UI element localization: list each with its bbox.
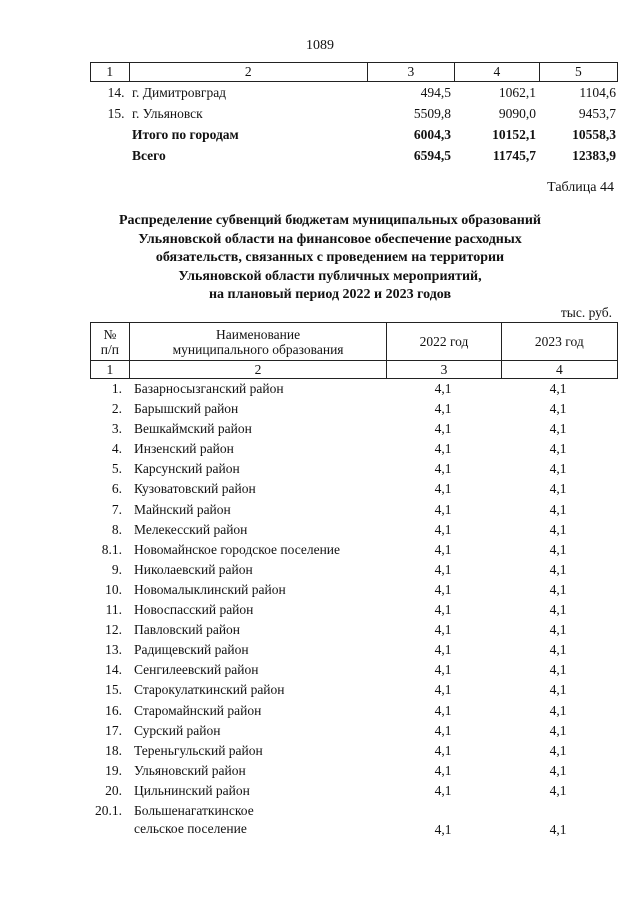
row-number: 15. xyxy=(107,106,125,121)
row-name: Ульяновский район xyxy=(134,762,246,778)
row-value-2023: 4,1 xyxy=(549,682,567,698)
row-name xyxy=(128,801,386,841)
top-header-col-3: 3 xyxy=(367,63,454,81)
header-name-line2: муниципального образования xyxy=(172,341,344,357)
row-value-2022: 4,1 xyxy=(434,501,452,517)
row-number: 7. xyxy=(111,501,122,517)
row-value-col3: 5509,8 xyxy=(413,106,451,121)
row-number: 18. xyxy=(105,742,122,758)
main-table-numbering xyxy=(90,361,618,379)
row-name: г. Димитровград xyxy=(132,85,227,100)
row-value-2022: 4,1 xyxy=(434,702,452,718)
row-name: Тереньгульский район xyxy=(134,742,263,758)
numbering-col-1: 1 xyxy=(106,362,114,377)
row-value-2022: 4,1 xyxy=(434,521,452,537)
row-number: 20.1. xyxy=(95,802,122,818)
row-name: Итого по городам xyxy=(132,127,239,142)
table-row xyxy=(90,781,618,801)
row-name: Новомалыклинский район xyxy=(134,581,286,597)
row-value-2023: 4,1 xyxy=(549,521,567,537)
row-value-col4: 10152,1 xyxy=(492,127,536,142)
row-number: 2. xyxy=(111,401,122,417)
top-header-col-4: 4 xyxy=(454,63,539,81)
row-name: Сурский район xyxy=(134,722,221,738)
row-name: Сенгилеевский район xyxy=(134,662,259,678)
row-name: Новомайнское городское поселение xyxy=(134,541,341,557)
row-value-2023: 4,1 xyxy=(549,541,567,557)
table-label: Таблица 44 xyxy=(547,180,614,195)
row-value-2023: 4,1 xyxy=(549,581,567,597)
numbering-col-2: 2 xyxy=(129,361,387,378)
row-number: 17. xyxy=(105,722,122,738)
row-name: Всего xyxy=(132,148,166,163)
table-row xyxy=(90,479,618,499)
row-number: 9. xyxy=(111,561,122,577)
row-value-2023: 4,1 xyxy=(549,762,567,778)
row-name: Вешкаймский район xyxy=(134,421,252,437)
row-value-2022: 4,1 xyxy=(434,821,452,837)
table-row xyxy=(90,660,618,680)
title-line: Ульяновской области на финансовое обеспечение расходных xyxy=(138,231,522,247)
row-number: 14. xyxy=(105,662,122,678)
row-value-2023: 4,1 xyxy=(549,381,567,396)
row-value-2023: 4,1 xyxy=(549,782,567,798)
row-value-2023: 4,1 xyxy=(549,742,567,758)
row-value-2023: 4,1 xyxy=(549,642,567,658)
header-number-line2: п/п xyxy=(100,341,119,357)
row-value-2022: 4,1 xyxy=(434,602,452,618)
row-number: 12. xyxy=(105,622,122,638)
row-value-col5: 10558,3 xyxy=(572,127,616,142)
title-line: на плановый период 2022 и 2023 годов xyxy=(208,287,452,302)
row-value-2023: 4,1 xyxy=(549,441,567,457)
row-value-2023: 4,1 xyxy=(549,561,567,577)
row-name-line2: сельское поселение xyxy=(134,820,247,836)
row-name: Радищевский район xyxy=(134,642,249,658)
row-number: 6. xyxy=(111,481,122,497)
top-header-col-5: 5 xyxy=(539,63,617,81)
row-value-col5: 12383,9 xyxy=(572,148,616,163)
row-name: Мелекесский район xyxy=(134,521,248,537)
table-row xyxy=(90,439,618,459)
page-number: 1089 xyxy=(306,38,334,53)
main-table-body xyxy=(90,379,618,801)
row-name: Новоспасский район xyxy=(134,602,254,618)
row-name-line1: Большенагаткинское xyxy=(134,802,254,818)
row-value-col4: 11745,7 xyxy=(492,148,536,163)
main-table-header xyxy=(90,322,618,361)
row-name: Барышский район xyxy=(134,401,239,417)
table-row xyxy=(90,620,618,640)
table-title xyxy=(80,212,580,305)
row-value-2022: 4,1 xyxy=(434,481,452,497)
top-table-row xyxy=(90,82,618,103)
row-value-2022: 4,1 xyxy=(434,722,452,738)
row-name: Кузоватовский район xyxy=(134,481,256,497)
row-number xyxy=(90,145,128,166)
top-table-body xyxy=(90,82,618,166)
table-row xyxy=(90,761,618,781)
row-value-2023: 4,1 xyxy=(549,461,567,477)
row-value-2023: 4,1 xyxy=(549,662,567,678)
row-value-col5: 1104,6 xyxy=(579,85,616,100)
header-2023-col: 2023 год xyxy=(501,323,617,360)
table-row xyxy=(90,399,618,419)
row-number: 10. xyxy=(105,581,122,597)
table-row xyxy=(90,500,618,520)
row-value-2022: 4,1 xyxy=(434,682,452,698)
row-value-2022: 4,1 xyxy=(434,441,452,457)
row-number: 8. xyxy=(111,521,122,537)
table-row xyxy=(90,640,618,660)
row-value-col3: 6594,5 xyxy=(413,148,451,163)
row-number: 3. xyxy=(111,421,122,437)
header-number-col xyxy=(91,323,129,360)
row-name: Старокулаткинский район xyxy=(134,682,285,698)
row-value-2023: 4,1 xyxy=(549,622,567,638)
row-value-2022: 4,1 xyxy=(434,642,452,658)
row-value-col4: 1062,1 xyxy=(498,85,536,100)
row-value-2023: 4,1 xyxy=(549,821,567,837)
top-table-row xyxy=(90,124,618,145)
row-value-2022: 4,1 xyxy=(434,662,452,678)
row-number: 8.1. xyxy=(101,541,122,557)
row-number: 20. xyxy=(105,782,122,798)
row-number: 11. xyxy=(105,602,122,618)
table-row xyxy=(90,701,618,721)
table-row xyxy=(90,721,618,741)
top-header-col-1: 1 xyxy=(106,64,114,79)
top-header-col-2: 2 xyxy=(129,63,367,81)
table-row xyxy=(90,379,618,399)
row-name: Цильнинский район xyxy=(134,782,250,798)
main-table xyxy=(90,322,618,841)
row-value-2022: 4,1 xyxy=(434,622,452,638)
table-row xyxy=(90,580,618,600)
row-name: Карсунский район xyxy=(134,461,240,477)
row-number: 14. xyxy=(107,85,125,100)
row-value-col5: 9453,7 xyxy=(578,106,616,121)
top-table-row xyxy=(90,103,618,124)
row-value-2023: 4,1 xyxy=(549,702,567,718)
table-row xyxy=(90,801,618,841)
row-number: 1. xyxy=(111,381,122,396)
table-row xyxy=(90,520,618,540)
numbering-col-4: 4 xyxy=(501,361,617,378)
row-value-2023: 4,1 xyxy=(549,481,567,497)
row-value-2022: 4,1 xyxy=(434,461,452,477)
row-value-2023: 4,1 xyxy=(549,421,567,437)
row-value-2022: 4,1 xyxy=(434,581,452,597)
row-value-2022: 4,1 xyxy=(434,421,452,437)
table-row xyxy=(90,540,618,560)
row-value-2022: 4,1 xyxy=(434,401,452,417)
row-value-2022: 4,1 xyxy=(434,762,452,778)
title-line: обязательств, связанных с проведением на территории xyxy=(155,250,505,265)
top-table xyxy=(90,62,618,166)
top-table-row xyxy=(90,145,618,166)
row-value-col3: 6004,3 xyxy=(413,127,451,142)
row-name: Николаевский район xyxy=(134,561,253,577)
row-value-2023: 4,1 xyxy=(549,722,567,738)
row-value-2022: 4,1 xyxy=(434,742,452,758)
row-value-2022: 4,1 xyxy=(434,541,452,557)
row-value-2023: 4,1 xyxy=(549,401,567,417)
table-row xyxy=(90,600,618,620)
row-value-2022: 4,1 xyxy=(434,381,452,396)
row-value-2023: 4,1 xyxy=(549,501,567,517)
row-number: 16. xyxy=(105,702,122,718)
row-name: Старомайнский район xyxy=(134,702,262,718)
table-row xyxy=(90,680,618,700)
row-value-col3: 494,5 xyxy=(420,85,451,100)
numbering-col-3: 3 xyxy=(386,361,500,378)
row-number: 15. xyxy=(105,682,122,698)
row-name: Базарносызганский район xyxy=(134,381,284,396)
header-2022-col: 2022 год xyxy=(386,323,500,360)
row-value-col4: 9090,0 xyxy=(498,106,536,121)
row-name: Майнский район xyxy=(134,501,231,517)
table-row xyxy=(90,459,618,479)
header-name-col xyxy=(129,323,387,360)
row-value-2022: 4,1 xyxy=(434,782,452,798)
table-row xyxy=(90,560,618,580)
header-number-line1: № xyxy=(103,326,117,342)
row-name: Инзенский район xyxy=(134,441,234,457)
unit-label: тыс. руб. xyxy=(560,305,612,320)
row-name: Павловский район xyxy=(134,622,241,638)
row-number xyxy=(90,124,128,145)
row-number: 4. xyxy=(111,441,122,457)
table-row xyxy=(90,741,618,761)
row-number: 19. xyxy=(105,762,122,778)
top-table-header xyxy=(90,62,618,82)
row-value-2022: 4,1 xyxy=(434,561,452,577)
row-number: 5. xyxy=(111,461,122,477)
title-line: Ульяновской области публичных мероприятий, xyxy=(178,268,482,284)
row-name: г. Ульяновск xyxy=(132,106,203,121)
header-name-line1: Наименование xyxy=(215,326,301,342)
title-line: Распределение субвенций бюджетам муниципальных образований xyxy=(119,213,541,228)
table-row xyxy=(90,419,618,439)
row-number: 13. xyxy=(105,642,122,658)
row-value-2023: 4,1 xyxy=(549,602,567,618)
